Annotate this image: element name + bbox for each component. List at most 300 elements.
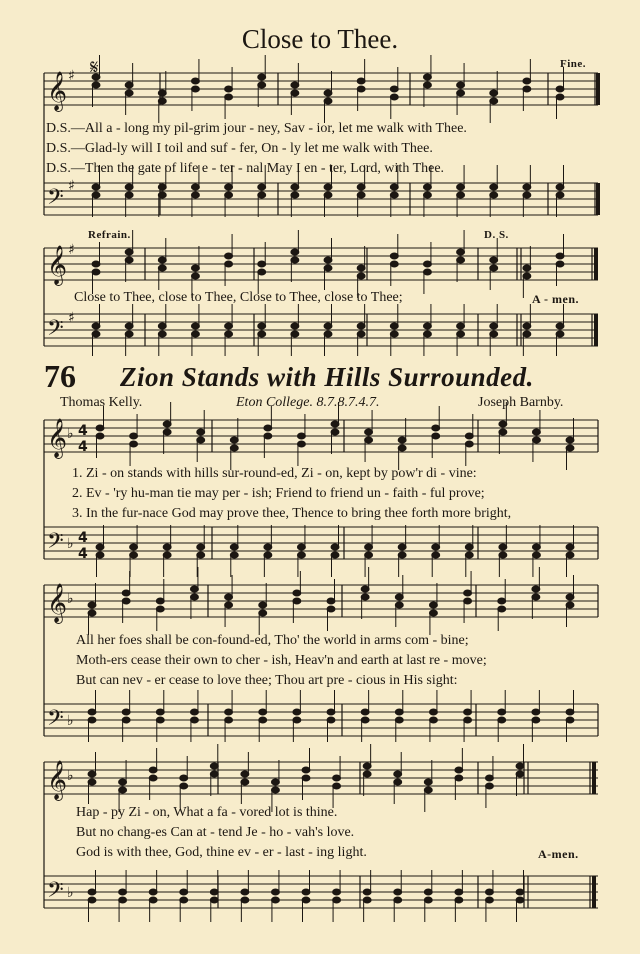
note-head — [499, 429, 507, 435]
note-head — [180, 775, 188, 781]
note-head — [119, 889, 127, 895]
note-head — [156, 598, 164, 604]
note-head — [394, 889, 402, 895]
note-head — [365, 544, 373, 550]
bass-clef-icon: 𝄢 — [47, 185, 64, 215]
verse-line-1: D.S.—All a - long my pil-grim jour - ney, Sav - ior, let me walk with Thee. — [46, 121, 467, 136]
note-head — [395, 709, 403, 715]
note-head — [271, 889, 279, 895]
note-head — [297, 544, 305, 550]
note-head — [241, 889, 249, 895]
note-head — [225, 709, 233, 715]
note-head — [331, 552, 339, 558]
note-head — [457, 184, 465, 190]
note-head — [423, 184, 431, 190]
note-head — [498, 606, 506, 612]
note-head — [197, 437, 205, 443]
note-head — [566, 445, 574, 451]
note-head — [556, 253, 564, 259]
note-head — [398, 445, 406, 451]
svg-text:♯: ♯ — [68, 178, 75, 194]
fine-label: Fine. — [560, 58, 587, 70]
note-head — [88, 602, 96, 608]
verse-line-3: D.S.—Then the gate of life e - ter - nal May I en - ter, Lord, with Thee. — [46, 161, 445, 176]
note-head — [333, 897, 341, 903]
note-head — [119, 787, 127, 793]
note-head — [258, 261, 266, 267]
note-head — [429, 602, 437, 608]
note-head — [327, 606, 335, 612]
note-head — [191, 323, 199, 329]
note-head — [498, 709, 506, 715]
note-head — [96, 552, 104, 558]
note-head — [125, 184, 133, 190]
note-head — [96, 433, 104, 439]
note-head — [225, 602, 233, 608]
h2-s3-line-3: God is with thee, God, thine ev - er - last - ing light. — [76, 845, 367, 860]
note-head — [556, 184, 564, 190]
note-head — [324, 184, 332, 190]
note-head — [465, 433, 473, 439]
note-head — [259, 602, 267, 608]
note-head — [390, 192, 398, 198]
note-head — [485, 783, 493, 789]
note-head — [130, 441, 138, 447]
note-head — [230, 437, 238, 443]
note-head — [241, 897, 249, 903]
note-head — [210, 889, 218, 895]
note-head — [464, 598, 472, 604]
note-head — [390, 184, 398, 190]
svg-text:♭: ♭ — [67, 536, 74, 552]
note-head — [271, 779, 279, 785]
note-head — [156, 709, 164, 715]
note-head — [125, 90, 133, 96]
note-head — [241, 771, 249, 777]
note-head — [158, 331, 166, 337]
amen-label-2: A-men. — [538, 847, 579, 861]
note-head — [516, 889, 524, 895]
note-head — [92, 323, 100, 329]
note-head — [566, 709, 574, 715]
note-head — [259, 717, 267, 723]
note-head — [357, 323, 365, 329]
note-head — [490, 90, 498, 96]
note-head — [92, 82, 100, 88]
note-head — [423, 323, 431, 329]
note-head — [490, 98, 498, 104]
note-head — [390, 86, 398, 92]
note-head — [149, 897, 157, 903]
note-head — [324, 192, 332, 198]
note-head — [363, 763, 371, 769]
note-head — [516, 897, 524, 903]
note-head — [556, 192, 564, 198]
note-head — [163, 429, 171, 435]
note-head — [499, 552, 507, 558]
note-head — [363, 889, 371, 895]
note-head — [291, 257, 299, 263]
note-head — [464, 717, 472, 723]
note-head — [158, 192, 166, 198]
note-head — [556, 94, 564, 100]
note-head — [149, 767, 157, 773]
note-head — [429, 610, 437, 616]
svg-text:4: 4 — [78, 423, 88, 439]
note-head — [122, 717, 130, 723]
h2-s2-line-2: Moth-ers cease their own to cher - ish, Heav'n and earth at last re - move; — [76, 653, 487, 668]
note-head — [432, 544, 440, 550]
note-head — [523, 265, 531, 271]
note-head — [363, 771, 371, 777]
note-head — [297, 441, 305, 447]
svg-text:𝄢: 𝄢 — [47, 529, 64, 559]
author-credit: Thomas Kelly. — [60, 395, 143, 410]
note-head — [291, 82, 299, 88]
note-head — [125, 257, 133, 263]
h2-s3-line-2: But no chang-es Can at - tend Je - ho - vah's love. — [76, 825, 355, 840]
note-head — [88, 709, 96, 715]
svg-text:𝄞: 𝄞 — [47, 760, 68, 800]
note-head — [324, 323, 332, 329]
note-head — [293, 598, 301, 604]
segno-icon: 𝄋 — [90, 55, 99, 79]
note-head — [125, 323, 133, 329]
note-head — [398, 544, 406, 550]
note-head — [532, 437, 540, 443]
note-head — [230, 445, 238, 451]
note-head — [230, 552, 238, 558]
note-head — [523, 331, 531, 337]
note-head — [130, 544, 138, 550]
note-head — [357, 192, 365, 198]
hymn-title-zion: Zion Stands with Hills Surrounded. — [120, 362, 534, 392]
note-head — [390, 253, 398, 259]
note-head — [556, 261, 564, 267]
note-head — [457, 323, 465, 329]
note-head — [566, 594, 574, 600]
amen-label-1: A - men. — [532, 292, 579, 306]
note-head — [390, 323, 398, 329]
note-head — [423, 261, 431, 267]
note-head — [291, 323, 299, 329]
note-head — [464, 709, 472, 715]
note-head — [210, 897, 218, 903]
note-head — [333, 889, 341, 895]
svg-text:♯: ♯ — [68, 310, 75, 326]
note-head — [465, 552, 473, 558]
svg-text:𝄢: 𝄢 — [47, 316, 64, 346]
note-head — [432, 425, 440, 431]
staff-treble-3 — [44, 420, 598, 452]
note-head — [566, 437, 574, 443]
note-head — [122, 590, 130, 596]
note-head — [490, 192, 498, 198]
note-head — [291, 331, 299, 337]
note-head — [258, 331, 266, 337]
note-head — [293, 709, 301, 715]
note-head — [523, 323, 531, 329]
note-head — [523, 192, 531, 198]
note-head — [158, 323, 166, 329]
note-head — [119, 897, 127, 903]
note-head — [88, 771, 96, 777]
tune-credit: Eton College. 8.7.8.7.4.7. — [236, 395, 380, 410]
note-head — [498, 598, 506, 604]
note-head — [424, 897, 432, 903]
note-head — [92, 192, 100, 198]
svg-text:♭: ♭ — [67, 713, 74, 729]
h2-s3-line-1: Hap - py Zi - on, What a fa - vored lot is thine. — [76, 805, 338, 820]
note-head — [324, 98, 332, 104]
note-head — [327, 598, 335, 604]
note-head — [532, 429, 540, 435]
note-head — [190, 594, 198, 600]
h2-s2-line-3: But can nev - er cease to love thee; Thou art pre - cious in His sight: — [76, 673, 458, 688]
note-head — [390, 331, 398, 337]
verse-line-2: D.S.—Glad-ly will I toil and suf - fer, On - ly let me walk with Thee. — [46, 141, 433, 156]
note-head — [464, 590, 472, 596]
note-head — [499, 544, 507, 550]
note-head — [457, 257, 465, 263]
note-head — [523, 78, 531, 84]
note-head — [96, 544, 104, 550]
note-head — [291, 184, 299, 190]
note-head — [191, 78, 199, 84]
note-head — [556, 331, 564, 337]
note-head — [88, 897, 96, 903]
note-head — [457, 331, 465, 337]
note-head — [191, 192, 199, 198]
svg-text:♭: ♭ — [67, 885, 74, 901]
note-head — [197, 544, 205, 550]
note-head — [88, 889, 96, 895]
note-head — [333, 783, 341, 789]
note-head — [357, 78, 365, 84]
note-head — [363, 897, 371, 903]
note-head — [485, 897, 493, 903]
note-head — [532, 544, 540, 550]
note-head — [271, 787, 279, 793]
treble-clef-icon: 𝄞 — [47, 71, 68, 111]
note-head — [429, 709, 437, 715]
note-head — [125, 82, 133, 88]
note-head — [357, 331, 365, 337]
note-head — [258, 323, 266, 329]
note-head — [302, 889, 310, 895]
note-head — [398, 437, 406, 443]
note-head — [424, 889, 432, 895]
note-head — [455, 767, 463, 773]
note-head — [293, 717, 301, 723]
note-head — [490, 323, 498, 329]
note-head — [297, 552, 305, 558]
svg-text:𝄢: 𝄢 — [47, 706, 64, 736]
note-head — [302, 775, 310, 781]
note-head — [424, 779, 432, 785]
h2-s2-line-1: All her foes shall be con-found-ed, Tho' the world in arms com - bine; — [76, 633, 469, 648]
note-head — [259, 610, 267, 616]
refrain-label: Refrain. — [88, 229, 131, 241]
note-head — [92, 261, 100, 267]
note-head — [225, 86, 233, 92]
note-head — [395, 602, 403, 608]
note-head — [394, 897, 402, 903]
note-head — [156, 717, 164, 723]
note-head — [92, 184, 100, 190]
note-head — [158, 98, 166, 104]
note-head — [96, 425, 104, 431]
note-head — [532, 717, 540, 723]
note-head — [297, 433, 305, 439]
note-head — [122, 598, 130, 604]
note-head — [163, 552, 171, 558]
svg-text:♯: ♯ — [68, 242, 75, 258]
note-head — [241, 779, 249, 785]
note-head — [271, 897, 279, 903]
note-head — [180, 897, 188, 903]
note-head — [225, 94, 233, 100]
note-head — [125, 192, 133, 198]
note-head — [327, 717, 335, 723]
note-head — [225, 184, 233, 190]
refrain-lyrics: Close to Thee, close to Thee, Close to Thee, close to Thee; — [74, 290, 403, 305]
note-head — [485, 775, 493, 781]
note-head — [88, 610, 96, 616]
note-head — [423, 192, 431, 198]
note-head — [523, 273, 531, 279]
note-head — [357, 184, 365, 190]
note-head — [361, 709, 369, 715]
note-head — [465, 544, 473, 550]
note-head — [423, 82, 431, 88]
note-head — [291, 192, 299, 198]
note-head — [395, 717, 403, 723]
note-head — [230, 544, 238, 550]
note-head — [457, 249, 465, 255]
note-head — [264, 425, 272, 431]
note-head — [92, 331, 100, 337]
svg-text:4: 4 — [78, 439, 88, 455]
note-head — [566, 602, 574, 608]
svg-text:♯: ♯ — [68, 68, 75, 84]
note-head — [361, 586, 369, 592]
note-head — [490, 257, 498, 263]
note-head — [158, 265, 166, 271]
note-head — [125, 249, 133, 255]
note-head — [191, 273, 199, 279]
note-head — [302, 767, 310, 773]
note-head — [327, 709, 335, 715]
note-head — [455, 897, 463, 903]
note-head — [324, 257, 332, 263]
note-head — [324, 265, 332, 271]
note-head — [225, 323, 233, 329]
note-head — [130, 552, 138, 558]
note-head — [191, 184, 199, 190]
note-head — [149, 889, 157, 895]
note-head — [357, 86, 365, 92]
note-head — [331, 429, 339, 435]
svg-text:𝄞: 𝄞 — [47, 245, 68, 285]
note-head — [210, 763, 218, 769]
note-head — [191, 331, 199, 337]
note-head — [357, 273, 365, 279]
note-head — [225, 331, 233, 337]
note-head — [180, 889, 188, 895]
note-head — [291, 90, 299, 96]
note-head — [258, 74, 266, 80]
note-head — [357, 265, 365, 271]
note-head — [225, 253, 233, 259]
note-head — [180, 783, 188, 789]
note-head — [361, 717, 369, 723]
note-head — [390, 94, 398, 100]
note-head — [457, 90, 465, 96]
h2-s1-line-1: 1. Zi - on stands with hills sur-round-ed, Zi - on, kept by pow'r di - vine: — [72, 466, 477, 481]
note-head — [259, 709, 267, 715]
note-head — [365, 437, 373, 443]
note-head — [122, 709, 130, 715]
h2-s1-line-3: 3. In the fur-nace God may prove thee, Thence to bring thee forth more bright, — [72, 506, 512, 521]
note-head — [130, 433, 138, 439]
hymn-title-close-to-thee: Close to Thee. — [241, 24, 399, 54]
note-head — [88, 779, 96, 785]
note-head — [225, 261, 233, 267]
note-head — [293, 590, 301, 596]
svg-text:4: 4 — [78, 546, 88, 562]
note-head — [532, 586, 540, 592]
note-head — [125, 331, 133, 337]
note-head — [523, 86, 531, 92]
svg-text:♭: ♭ — [67, 768, 74, 784]
composer-credit: Joseph Barnby. — [478, 395, 564, 410]
note-head — [264, 433, 272, 439]
note-head — [432, 552, 440, 558]
note-head — [258, 192, 266, 198]
note-head — [394, 779, 402, 785]
note-head — [331, 421, 339, 427]
note-head — [499, 421, 507, 427]
note-head — [324, 331, 332, 337]
note-head — [394, 771, 402, 777]
note-head — [149, 775, 157, 781]
note-head — [457, 82, 465, 88]
note-head — [455, 889, 463, 895]
note-head — [197, 429, 205, 435]
note-head — [264, 544, 272, 550]
note-head — [264, 552, 272, 558]
note-head — [190, 709, 198, 715]
note-head — [429, 717, 437, 723]
note-head — [302, 897, 310, 903]
note-head — [532, 594, 540, 600]
note-head — [88, 717, 96, 723]
note-head — [190, 717, 198, 723]
note-head — [163, 544, 171, 550]
note-head — [490, 184, 498, 190]
note-head — [258, 82, 266, 88]
hymn-number: 76 — [44, 358, 76, 394]
staff-treble-5 — [44, 762, 598, 794]
note-head — [566, 544, 574, 550]
note-head — [163, 421, 171, 427]
note-head — [210, 771, 218, 777]
note-head — [333, 775, 341, 781]
note-head — [432, 433, 440, 439]
note-head — [158, 90, 166, 96]
note-head — [566, 717, 574, 723]
